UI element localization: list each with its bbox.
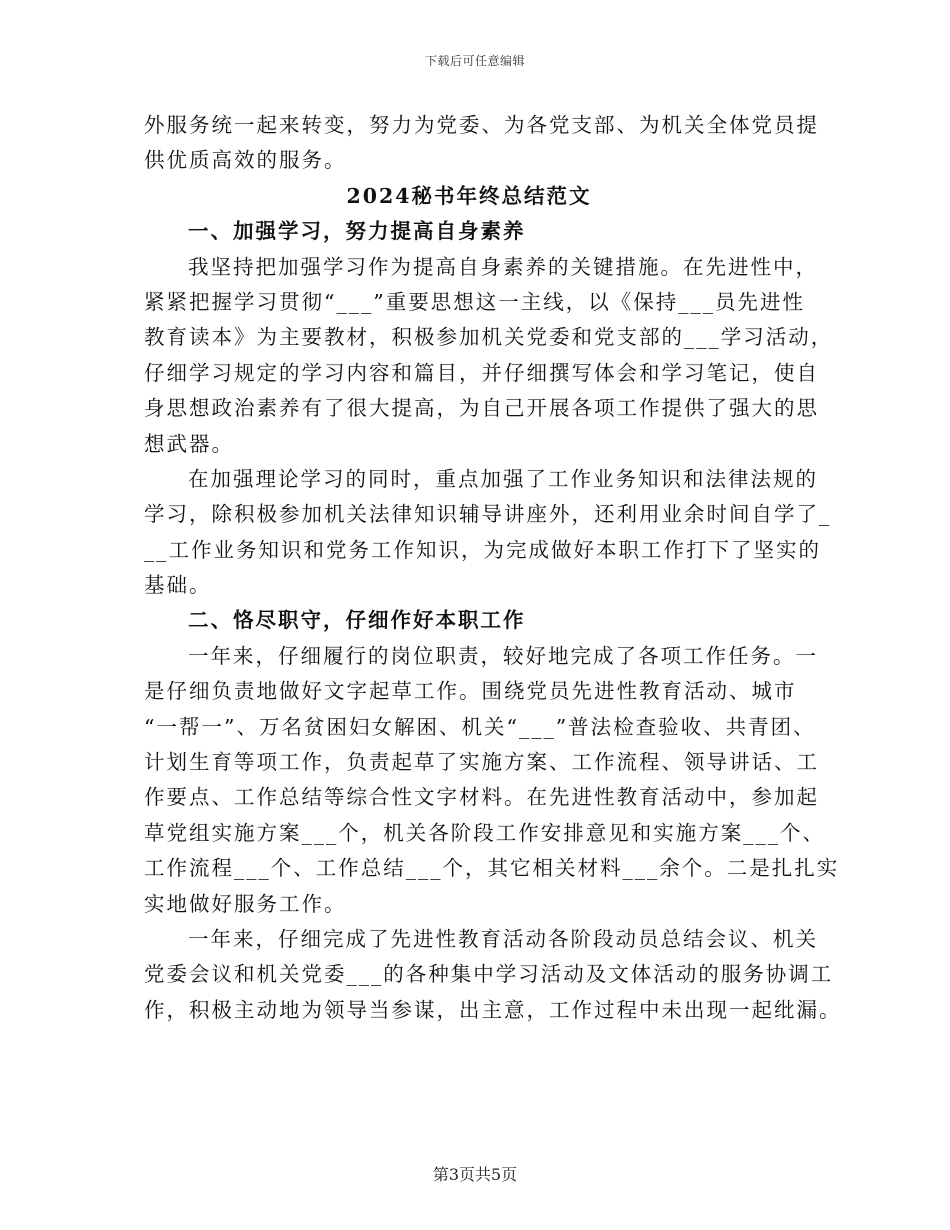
section2-p1-line-2: 是仔细负责地做好文字起草工作。围绕党员先进性教育活动、城市 — [144, 679, 797, 704]
intro-line-2: 供优质高效的服务。 — [144, 148, 347, 173]
section1-p1-line-4: 仔细学习规定的学习内容和篇目，并仔细撰写体会和学习笔记，使自 — [144, 360, 819, 385]
section1-p2-line-4: 基础。 — [144, 573, 212, 598]
page-number: 第3页共5页 — [432, 1165, 518, 1184]
section2-p2-line-2: 党委会议和机关党委___的各种集中学习活动及文体活动的服务协调工 — [144, 962, 834, 987]
section2-p1-line-8: 实地做好服务工作。 — [144, 891, 347, 916]
section1-p2-line-3: __工作业务知识和党务工作知识，为完成做好本职工作打下了坚实的 — [144, 537, 821, 562]
section2-p1-line-7: 工作流程___个、工作总结___个，其它相关材料___余个。二是扎扎实 — [144, 856, 840, 881]
section2-p2-line-1: 一年来，仔细完成了先进性教育活动各阶段动员总结会议、机关 — [188, 926, 818, 951]
section1-p1-line-5: 身思想政治素养有了很大提高，为自己开展各项工作提供了强大的思 — [144, 396, 819, 421]
document-title: 2024秘书年终总结范文 — [346, 183, 592, 208]
section1-p2-line-1: 在加强理论学习的同时，重点加强了工作业务知识和法律法规的 — [188, 466, 818, 491]
section2-p2-line-3: 作，积极主动地为领导当参谋，出主意，工作过程中未出现一起纰漏。 — [144, 997, 842, 1022]
section2-p1-line-6: 草党组实施方案___个，机关各阶段工作安排意见和实施方案___个、 — [144, 820, 825, 845]
section2-p1-line-4: 计划生育等项工作，负责起草了实施方案、工作流程、领导讲话、工 — [144, 750, 819, 775]
section1-p1-line-3: 教育读本》为主要教材，积极参加机关党委和党支部的___学习活动， — [144, 325, 834, 350]
intro-line-1: 外服务统一起来转变，努力为党委、为各党支部、为机关全体党员提 — [144, 113, 819, 137]
section2-heading: 二、恪尽职守，仔细作好本职工作 — [188, 608, 526, 633]
section1-p2-line-2: 学习，除积极参加机关法律知识辅导讲座外，还利用业余时间自学了_ — [144, 502, 832, 527]
section2-p1-line-3: “一帮一”、万名贫困妇女解困、机关“___”普法检查验收、共青团、 — [144, 714, 816, 739]
section1-p1-line-1: 我坚持把加强学习作为提高自身素养的关键措施。在先进性中， — [188, 254, 818, 279]
section2-p1-line-1: 一年来，仔细履行的岗位职责，较好地完成了各项工作任务。一 — [188, 643, 818, 668]
section2-p1-line-5: 作要点、工作总结等综合性文字材料。在先进性教育活动中，参加起 — [144, 785, 819, 810]
page-header-note: 下载后可任意编辑 — [424, 54, 525, 68]
section1-p1-line-2: 紧紧把握学习贯彻“___”重要思想这一主线，以《保持___员先进性 — [144, 289, 805, 314]
section1-heading: 一、加强学习，努力提高自身素养 — [188, 219, 526, 244]
document-body — [144, 108, 842, 1028]
section1-p1-line-6: 想武器。 — [144, 431, 234, 456]
